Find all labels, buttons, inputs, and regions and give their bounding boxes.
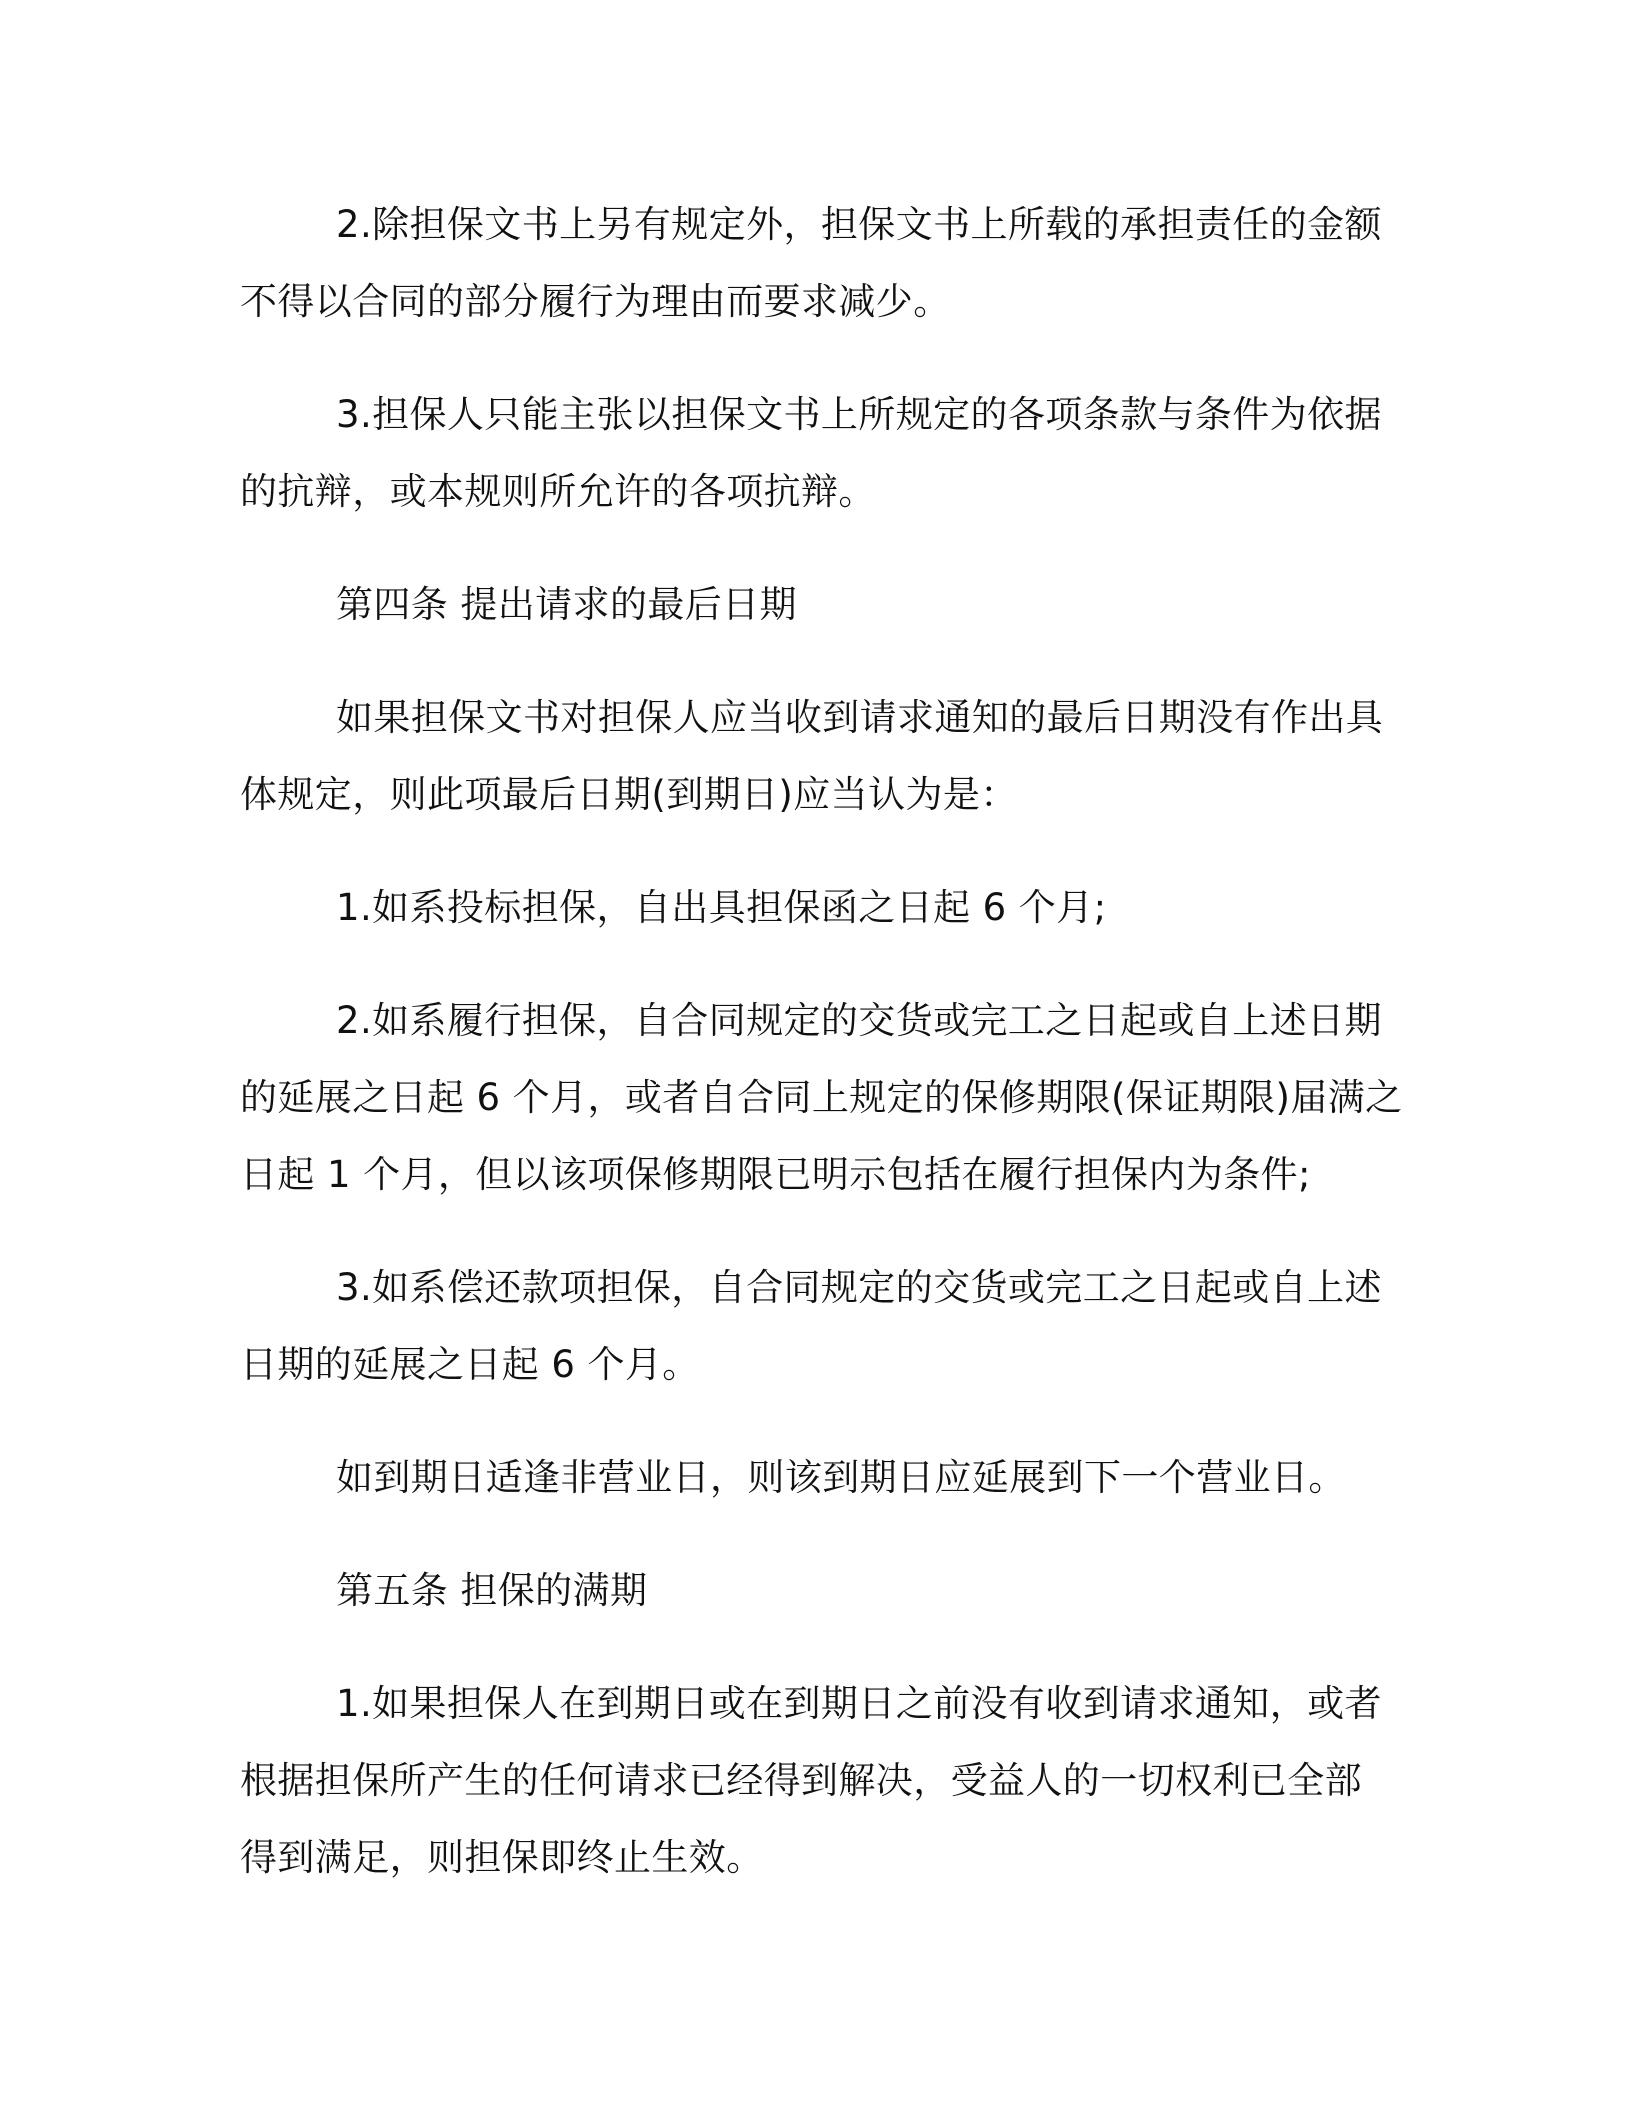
paragraph-line: 日起 1 个月，但以该项保修期限已明示包括在履行担保内为条件; bbox=[240, 1153, 1311, 1196]
paragraph-line: 1.如系投标担保，自出具担保函之日起 6 个月; bbox=[336, 886, 1107, 929]
paragraph-line: 2.除担保文书上另有规定外，担保文书上所载的承担责任的金额 bbox=[336, 203, 1382, 246]
heading-text: 第四条 提出请求的最后日期 bbox=[336, 583, 797, 626]
paragraph-line: 的延展之日起 6 个月，或者自合同上规定的保修期限(保证期限)届满之 bbox=[240, 1076, 1403, 1119]
article5-heading bbox=[240, 1552, 1390, 1629]
paragraph-line: 的抗辩，或本规则所允许的各项抗辩。 bbox=[240, 470, 876, 513]
paragraph-article4-intro bbox=[240, 679, 1390, 833]
paragraph-article5-item1 bbox=[240, 1665, 1390, 1896]
paragraph-line: 3.如系偿还款项担保，自合同规定的交货或完工之日起或自上述 bbox=[336, 1266, 1382, 1309]
paragraph-line: 1.如果担保人在到期日或在到期日之前没有收到请求通知，或者 bbox=[336, 1682, 1382, 1725]
paragraph-article4-item1 bbox=[240, 869, 1390, 946]
paragraph-line: 得到满足，则担保即终止生效。 bbox=[240, 1836, 764, 1879]
paragraph-line: 2.如系履行担保，自合同规定的交货或完工之日起或自上述日期 bbox=[336, 999, 1382, 1042]
heading-text: 第五条 担保的满期 bbox=[336, 1569, 648, 1612]
paragraph-line: 3.担保人只能主张以担保文书上所规定的各项条款与条件为依据 bbox=[336, 393, 1382, 436]
paragraph-article3-item3 bbox=[240, 376, 1390, 530]
paragraph-line: 不得以合同的部分履行为理由而要求减少。 bbox=[240, 280, 951, 323]
paragraph-line: 如到期日适逢非营业日，则该到期日应延展到下一个营业日。 bbox=[336, 1456, 1346, 1499]
paragraph-article4-nonbusiness-day bbox=[240, 1439, 1390, 1516]
paragraph-line: 如果担保文书对担保人应当收到请求通知的最后日期没有作出具 bbox=[336, 696, 1384, 739]
paragraph-line: 体规定，则此项最后日期(到期日)应当认为是： bbox=[240, 773, 1018, 816]
paragraph-article4-item3 bbox=[240, 1249, 1390, 1403]
paragraph-article3-item2 bbox=[240, 186, 1390, 340]
document-body bbox=[240, 186, 1403, 1932]
article4-heading bbox=[240, 566, 1390, 643]
paragraph-line: 日期的延展之日起 6 个月。 bbox=[240, 1343, 700, 1386]
paragraph-article4-item2 bbox=[240, 982, 1403, 1213]
paragraph-line: 根据担保所产生的任何请求已经得到解决，受益人的一切权利已全部 bbox=[240, 1759, 1362, 1802]
